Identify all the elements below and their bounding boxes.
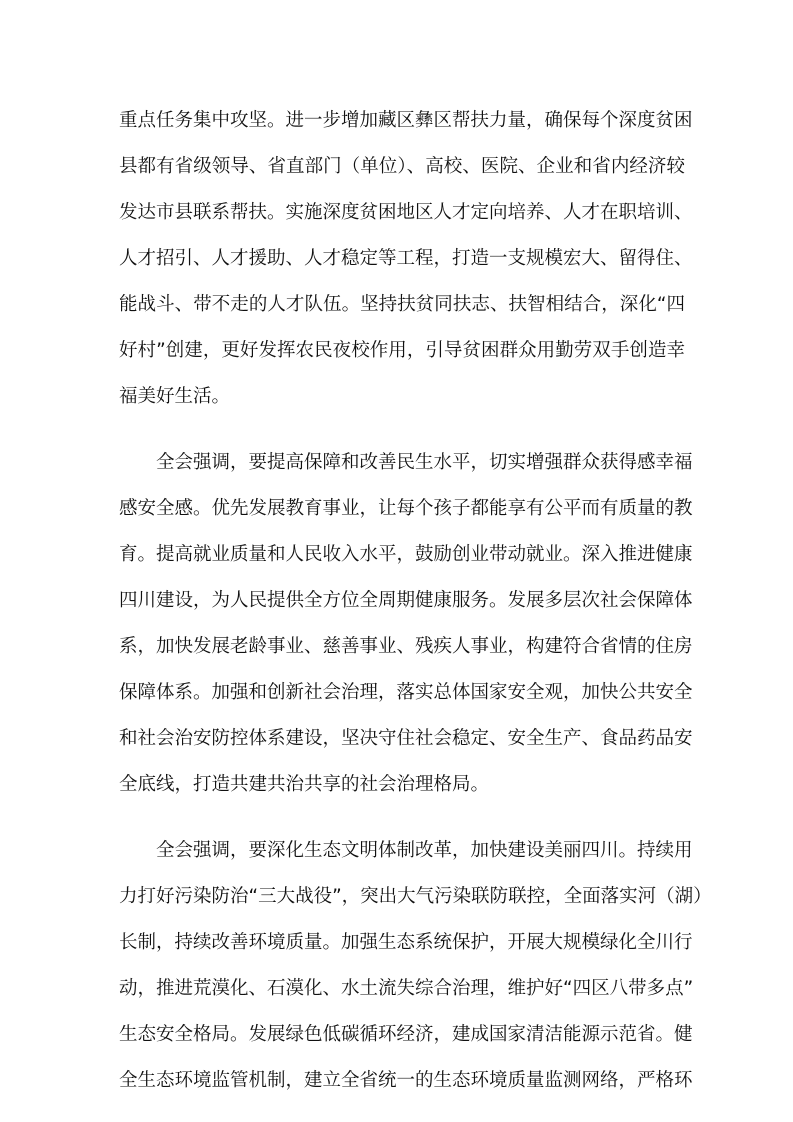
text-line: 生态安全格局。发展绿色低碳循环经济，建成国家清洁能源示范省。健 [119,1024,693,1045]
text-line: 重点任务集中攻坚。进一步增加藏区彝区帮扶力量，确保每个深度贫困 [119,110,693,131]
text-line: 感安全感。优先发展教育事业，让每个孩子都能享有公平而有质量的教 [119,498,693,519]
text-line: 县都有省级领导、省直部门（单位）、高校、医院、企业和省内经济较 [119,156,685,177]
text-line: 全生态环境监管机制，建立全省统一的生态环境质量监测网络，严格环 [119,1070,693,1091]
text-line: 四川建设，为人民提供全方位全周期健康服务。发展多层次社会保障体 [119,590,693,611]
text-line: 好村”创建，更好发挥农民夜校作用，引导贫困群众用勤劳双手创造幸 [119,340,685,361]
text-line: 力打好污染防治“三大战役”，突出大气污染联防联控，全面落实河（湖） [119,886,712,907]
text-line: 长制，持续改善环境质量。加强生态系统保护，开展大规模绿化全川行 [119,932,693,953]
text-line: 发达市县联系帮扶。实施深度贫困地区人才定向培养、人才在职培训、 [119,202,693,223]
text-line: 和社会治安防控体系建设，坚决守住社会稳定、安全生产、食品药品安 [119,728,693,749]
text-line: 系，加快发展老龄事业、慈善事业、残疾人事业，构建符合省情的住房 [119,636,693,657]
text-line: 福美好生活。 [119,386,231,407]
text-line: 能战斗、带不走的人才队伍。坚持扶贫同扶志、扶智相结合，深化“四 [119,294,685,315]
text-line: 全会强调，要提高保障和改善民生水平，切实增强群众获得感幸福 [156,452,693,473]
text-line: 动，推进荒漠化、石漠化、水土流失综合治理，维护好“四区八带多点” [119,978,694,999]
text-line: 全底线，打造共建共治共享的社会治理格局。 [119,774,490,795]
text-line: 人才招引、人才援助、人才稳定等工程，打造一支规模宏大、留得住、 [119,248,693,269]
text-line: 育。提高就业质量和人民收入水平，鼓励创业带动就业。深入推进健康 [119,544,693,565]
text-line: 保障体系。加强和创新社会治理，落实总体国家安全观，加快公共安全 [119,682,693,703]
text-line: 全会强调，要深化生态文明体制改革，加快建设美丽四川。持续用 [156,840,693,861]
